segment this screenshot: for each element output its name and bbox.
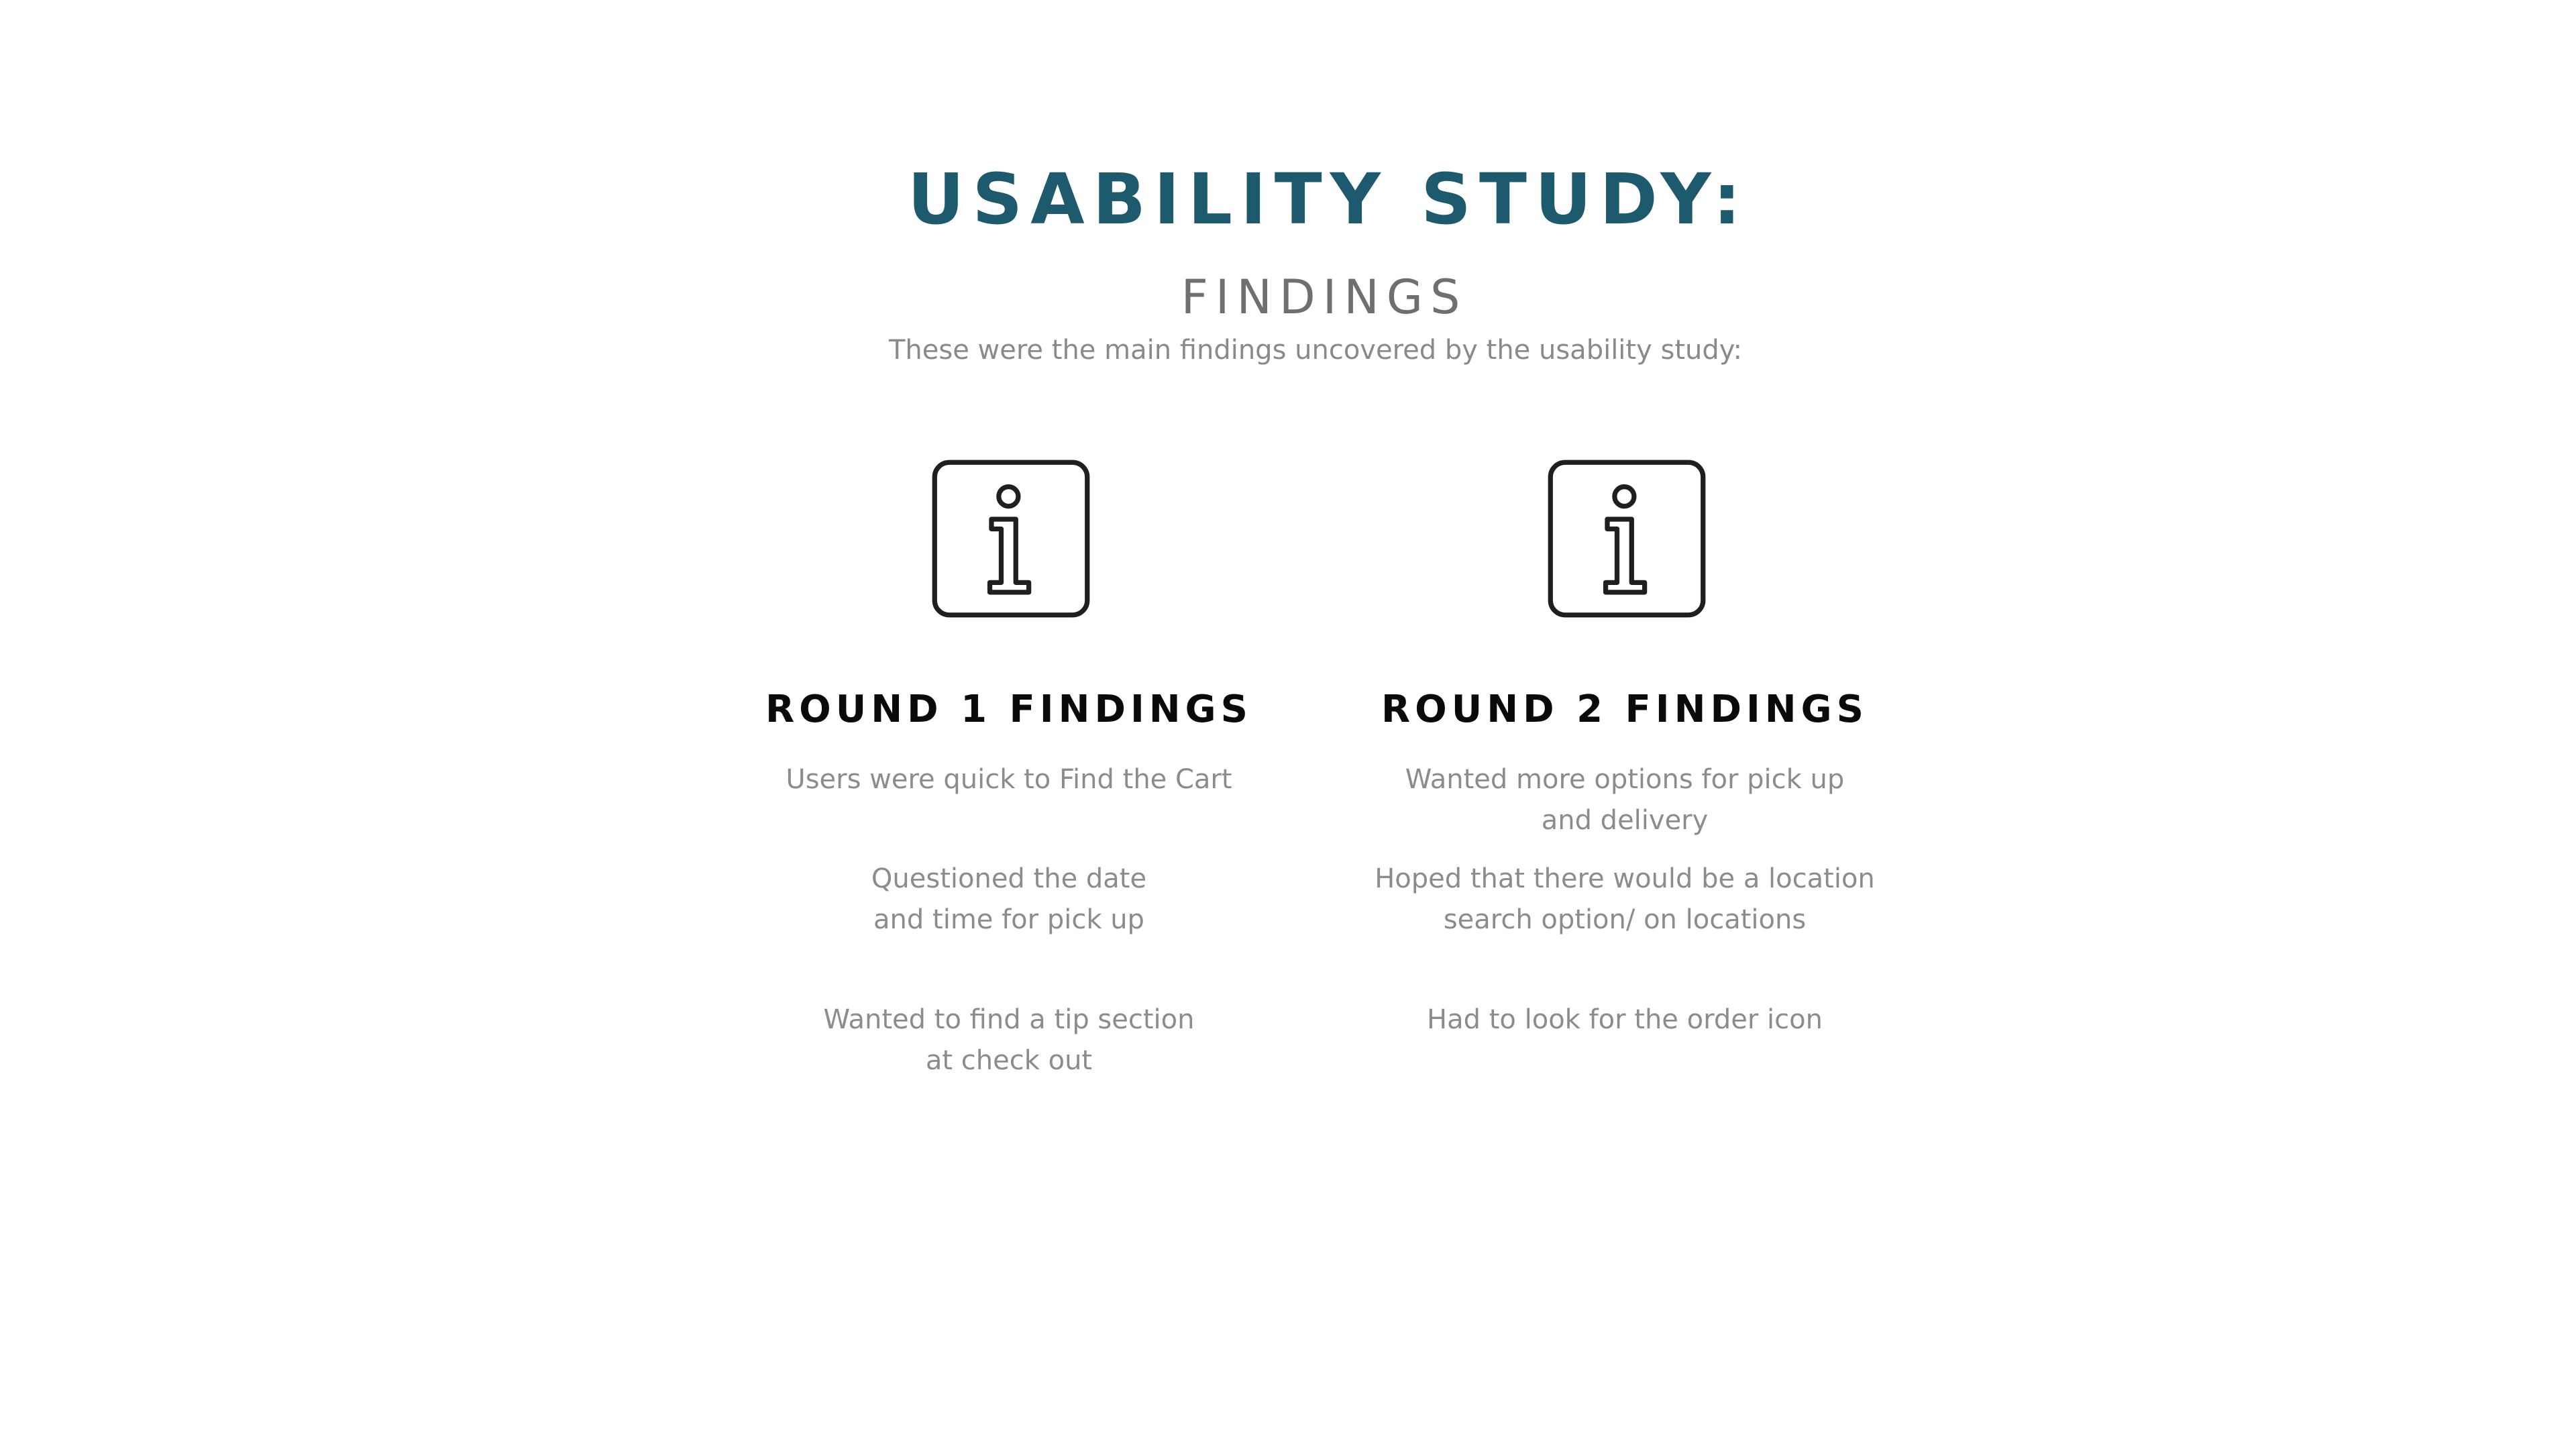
finding-line: Had to look for the order icon bbox=[1427, 1004, 1823, 1035]
finding-line: and time for pick up bbox=[873, 904, 1144, 935]
finding-line: Users were quick to Find the Cart bbox=[786, 764, 1232, 795]
round-2-finding-1 bbox=[1323, 759, 1927, 841]
page-title: USABILITY STUDY: bbox=[907, 158, 1750, 240]
round-2-column bbox=[1323, 0, 1927, 1449]
finding-line: Wanted more options for pick up bbox=[1405, 764, 1845, 795]
round-2-finding-3 bbox=[1323, 1000, 1927, 1040]
info-icon bbox=[1546, 458, 1708, 620]
round-1-heading: ROUND 1 FINDINGS bbox=[765, 688, 1252, 731]
finding-line: Hoped that there would be a location bbox=[1375, 863, 1875, 894]
round-2-finding-2 bbox=[1323, 859, 1927, 941]
round-1-finding-2 bbox=[707, 859, 1311, 941]
finding-line: and delivery bbox=[1541, 805, 1709, 836]
finding-line: Questioned the date bbox=[871, 863, 1147, 894]
finding-line: at check out bbox=[925, 1045, 1093, 1076]
round-2-heading: ROUND 2 FINDINGS bbox=[1381, 688, 1868, 731]
round-1-finding-3 bbox=[707, 1000, 1311, 1081]
finding-line: Wanted to find a tip section bbox=[823, 1004, 1195, 1035]
info-icon bbox=[930, 458, 1092, 620]
round-1-finding-1 bbox=[707, 759, 1311, 800]
round-1-column bbox=[707, 0, 1311, 1449]
intro-text: These were the main findings uncovered by the usability study: bbox=[888, 335, 1742, 366]
page-subtitle: FINDINGS bbox=[1181, 270, 1468, 325]
finding-line: search option/ on locations bbox=[1443, 904, 1807, 935]
